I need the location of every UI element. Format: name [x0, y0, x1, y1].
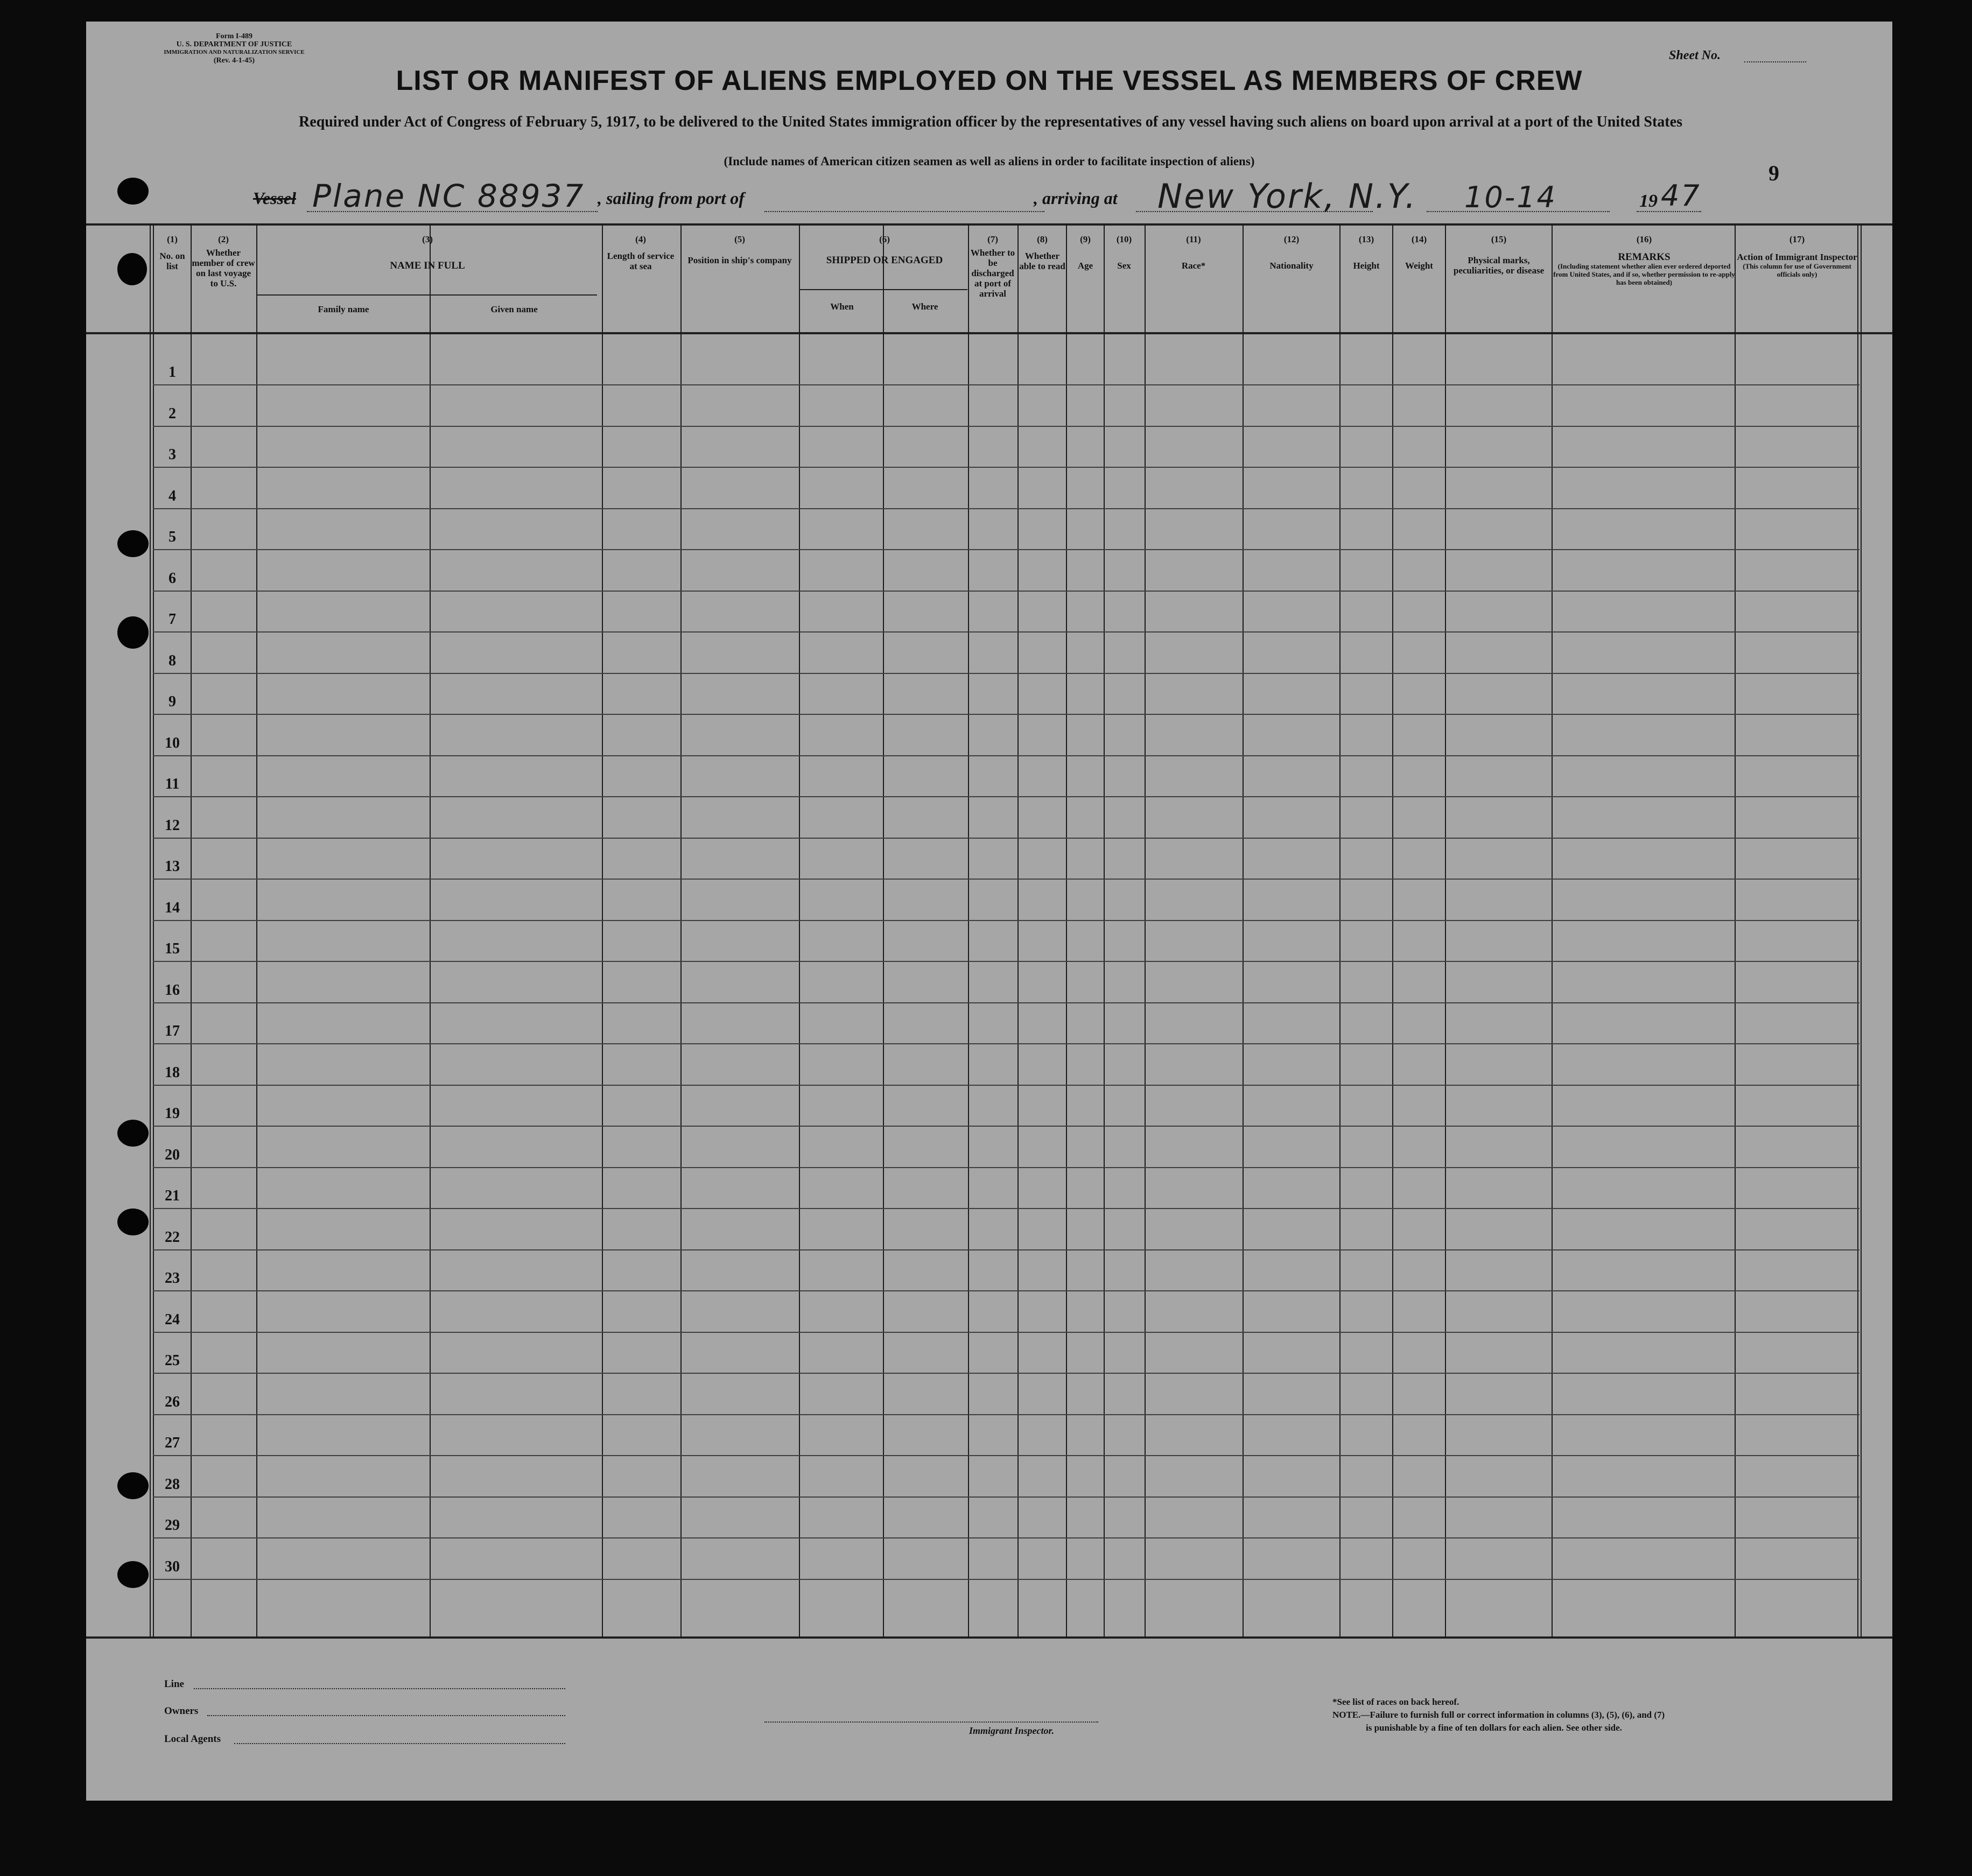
row-rule — [153, 467, 1859, 468]
col6-when-header: When — [830, 301, 854, 312]
sailing-port-field[interactable] — [764, 211, 1044, 212]
row-number: 7 — [169, 611, 176, 628]
sailing-label: , sailing from port of — [598, 188, 745, 208]
form-id-block — [151, 32, 318, 65]
form-service: IMMIGRATION AND NATURALIZATION SERVICE — [164, 49, 305, 55]
col3-family-header: Family name — [318, 304, 369, 314]
row-number: 12 — [165, 817, 180, 834]
row-rule — [153, 384, 1859, 385]
punch-hole — [117, 1208, 149, 1235]
row-rule — [153, 714, 1859, 715]
owners-field[interactable] — [207, 1715, 565, 1716]
col8-header: (8) Whether able to read — [1019, 234, 1065, 271]
row-rule — [153, 1579, 1859, 1580]
col3-given-header: Given name — [490, 304, 538, 314]
col14-header: (14) Weight — [1405, 234, 1433, 271]
row-number: 23 — [165, 1270, 180, 1287]
row-number: 1 — [169, 364, 176, 381]
row-rule — [153, 796, 1859, 797]
manifest-sheet — [86, 22, 1892, 1801]
row-rule — [153, 426, 1859, 427]
column-rule — [680, 223, 682, 1638]
column-rule — [799, 223, 800, 1638]
row-rule — [153, 961, 1859, 962]
row-number: 20 — [165, 1146, 180, 1163]
row-number: 11 — [165, 776, 180, 792]
column-rule — [430, 223, 431, 1638]
arriving-value[interactable]: New York, N.Y. — [1157, 177, 1417, 216]
row-rule — [153, 1414, 1859, 1415]
row-number: 4 — [169, 487, 176, 504]
col1-header: (1) No. on list — [159, 234, 185, 271]
row-number: 28 — [165, 1475, 180, 1493]
year-prefix: 19 — [1639, 191, 1658, 211]
row-rule — [153, 673, 1859, 674]
column-rule — [1339, 223, 1341, 1638]
vessel-label: Vessel — [253, 188, 296, 208]
name-subheader-rule — [256, 294, 597, 296]
punch-hole — [117, 1472, 149, 1499]
line-field[interactable] — [194, 1688, 565, 1689]
column-rule — [1017, 223, 1019, 1638]
row-number: 3 — [169, 446, 176, 463]
races-note: *See list of races on back hereof. — [1332, 1697, 1459, 1707]
row-rule — [153, 631, 1859, 633]
col15-header: (15) Physical marks, peculiarities, or disease — [1453, 234, 1545, 276]
col16-header: (16) REMARKS (Including statement whether alien ever ordered deported from United States, and if so, whether permission to re-apply has been obtained) — [1553, 234, 1735, 286]
row-number: 24 — [165, 1311, 180, 1328]
col6-where-header: Where — [911, 301, 938, 312]
row-rule — [153, 920, 1859, 921]
agents-label: Local Agents — [164, 1733, 221, 1745]
column-rule — [1735, 223, 1736, 1638]
row-number: 2 — [169, 405, 176, 422]
col7-header: (7) Whether to be discharged at port of arrival — [970, 234, 1015, 299]
row-rule — [153, 508, 1859, 509]
year-underline — [1637, 211, 1701, 212]
sheet-no-field[interactable] — [1744, 61, 1806, 62]
row-rule — [153, 1455, 1859, 1456]
agents-field[interactable] — [234, 1743, 565, 1744]
row-number: 16 — [165, 981, 180, 999]
column-rule — [602, 223, 603, 1638]
column-rule — [1552, 223, 1553, 1638]
owners-label: Owners — [164, 1705, 199, 1717]
row-rule — [153, 1290, 1859, 1291]
punch-hole — [117, 616, 149, 649]
column-rule — [1857, 223, 1858, 1638]
row-number: 29 — [165, 1517, 180, 1534]
vessel-underline — [307, 211, 598, 212]
row-number: 18 — [165, 1064, 180, 1081]
row-rule — [153, 755, 1859, 756]
row-number: 21 — [165, 1188, 180, 1204]
row-number: 25 — [165, 1352, 180, 1369]
row-number: 13 — [165, 858, 180, 875]
column-rule — [1392, 223, 1393, 1638]
row-rule — [153, 1496, 1859, 1498]
footer-notes — [1332, 1696, 1871, 1734]
row-rule — [153, 1332, 1859, 1333]
row-rule — [153, 1002, 1859, 1003]
row-number: 9 — [169, 693, 176, 710]
date-underline — [1427, 211, 1610, 212]
row-rule — [153, 1537, 1859, 1538]
column-rule — [1861, 223, 1862, 1638]
arriving-underline — [1136, 211, 1373, 212]
row-rule — [153, 1085, 1859, 1086]
page-number: 9 — [1769, 161, 1779, 185]
note-text-2: is punishable by a fine of ten dollars for each alien. See other side. — [1366, 1723, 1622, 1733]
form-revision: (Rev. 4-1-45) — [213, 57, 255, 65]
header-bottom-rule — [86, 332, 1892, 334]
vessel-value[interactable]: Plane NC 88937 — [312, 178, 585, 214]
row-number: 26 — [165, 1393, 180, 1410]
column-rule — [1145, 223, 1146, 1638]
row-number: 19 — [165, 1105, 180, 1122]
row-rule — [153, 1373, 1859, 1374]
col6-header: (6) SHIPPED OR ENGAGED — [826, 234, 943, 266]
row-number: 22 — [165, 1228, 180, 1246]
include-note: (Include names of American citizen seamen as well as aliens in order to facilitate inspection of aliens) — [724, 154, 1255, 168]
col9-header: (9) Age — [1077, 234, 1093, 271]
col13-header: (13) Height — [1353, 234, 1380, 271]
col4-header: (4) Length of service at sea — [607, 234, 675, 271]
note-prefix: NOTE. — [1332, 1710, 1361, 1720]
row-rule — [153, 1249, 1859, 1250]
inspector-signature-field[interactable] — [764, 1722, 1098, 1723]
page-title: LIST OR MANIFEST OF ALIENS EMPLOYED ON THE VESSEL AS MEMBERS OF CREW — [396, 65, 1583, 96]
col3-header: (3) NAME IN FULL — [390, 234, 465, 271]
row-number: 15 — [165, 940, 180, 957]
arriving-label: , arriving at — [1034, 188, 1118, 208]
row-number: 14 — [165, 899, 180, 916]
punch-hole — [117, 178, 149, 205]
column-rule — [191, 223, 192, 1638]
row-rule — [153, 838, 1859, 839]
col10-header: (10) Sex — [1116, 234, 1132, 271]
punch-hole — [117, 1561, 149, 1588]
column-rule — [1243, 223, 1244, 1638]
row-number: 5 — [169, 529, 176, 545]
column-rule — [1104, 223, 1105, 1638]
table-bottom-rule — [86, 1636, 1892, 1639]
column-rule — [883, 223, 884, 1638]
row-number: 10 — [165, 734, 180, 751]
row-number: 17 — [165, 1023, 180, 1039]
row-number: 6 — [169, 570, 176, 587]
column-rule — [968, 223, 969, 1638]
column-rule — [153, 223, 154, 1638]
row-rule — [153, 1126, 1859, 1127]
year-value[interactable]: 47 — [1661, 179, 1701, 213]
shipped-subheader-rule — [799, 289, 967, 290]
row-rule — [153, 879, 1859, 880]
row-number: 30 — [165, 1558, 180, 1575]
table-top-rule — [86, 223, 1892, 226]
col2-header: (2) Whether member of crew on last voyage to U.S. — [192, 234, 255, 289]
subtitle: Required under Act of Congress of February 5, 1917, to be delivered to the United States immigration officer by the representatives of any vessel having such aliens on board upon arrival at a port of the United States — [299, 114, 1682, 130]
punch-hole — [117, 530, 149, 557]
col12-header: (12) Nationality — [1269, 234, 1314, 271]
line-label: Line — [164, 1678, 184, 1690]
column-rule — [1445, 223, 1446, 1638]
sheet-no-label: Sheet No. — [1669, 48, 1721, 62]
column-rule — [150, 223, 151, 1638]
punch-hole — [117, 1120, 149, 1147]
col5-header: (5) Position in ship's company — [687, 234, 792, 265]
col17-header: (17) Action of Immigrant Inspector (This column for use of Government officials only) — [1737, 234, 1857, 278]
row-rule — [153, 1208, 1859, 1209]
date-value[interactable]: 10-14 — [1464, 180, 1557, 214]
column-rule — [1066, 223, 1067, 1638]
row-rule — [153, 549, 1859, 550]
column-rule — [256, 223, 257, 1638]
inspector-label: Immigrant Inspector. — [969, 1725, 1055, 1736]
note-text: —Failure to furnish full or correct information in columns (3), (5), (6), and (7) — [1360, 1710, 1665, 1720]
col11-header: (11) Race* — [1181, 234, 1206, 271]
punch-hole — [117, 253, 147, 285]
row-rule — [153, 591, 1859, 592]
row-number: 8 — [169, 652, 176, 669]
form-department: U. S. DEPARTMENT OF JUSTICE — [176, 40, 292, 48]
form-number: Form I-489 — [215, 32, 253, 40]
row-number: 27 — [165, 1435, 180, 1451]
row-rule — [153, 1043, 1859, 1044]
row-rule — [153, 1167, 1859, 1168]
